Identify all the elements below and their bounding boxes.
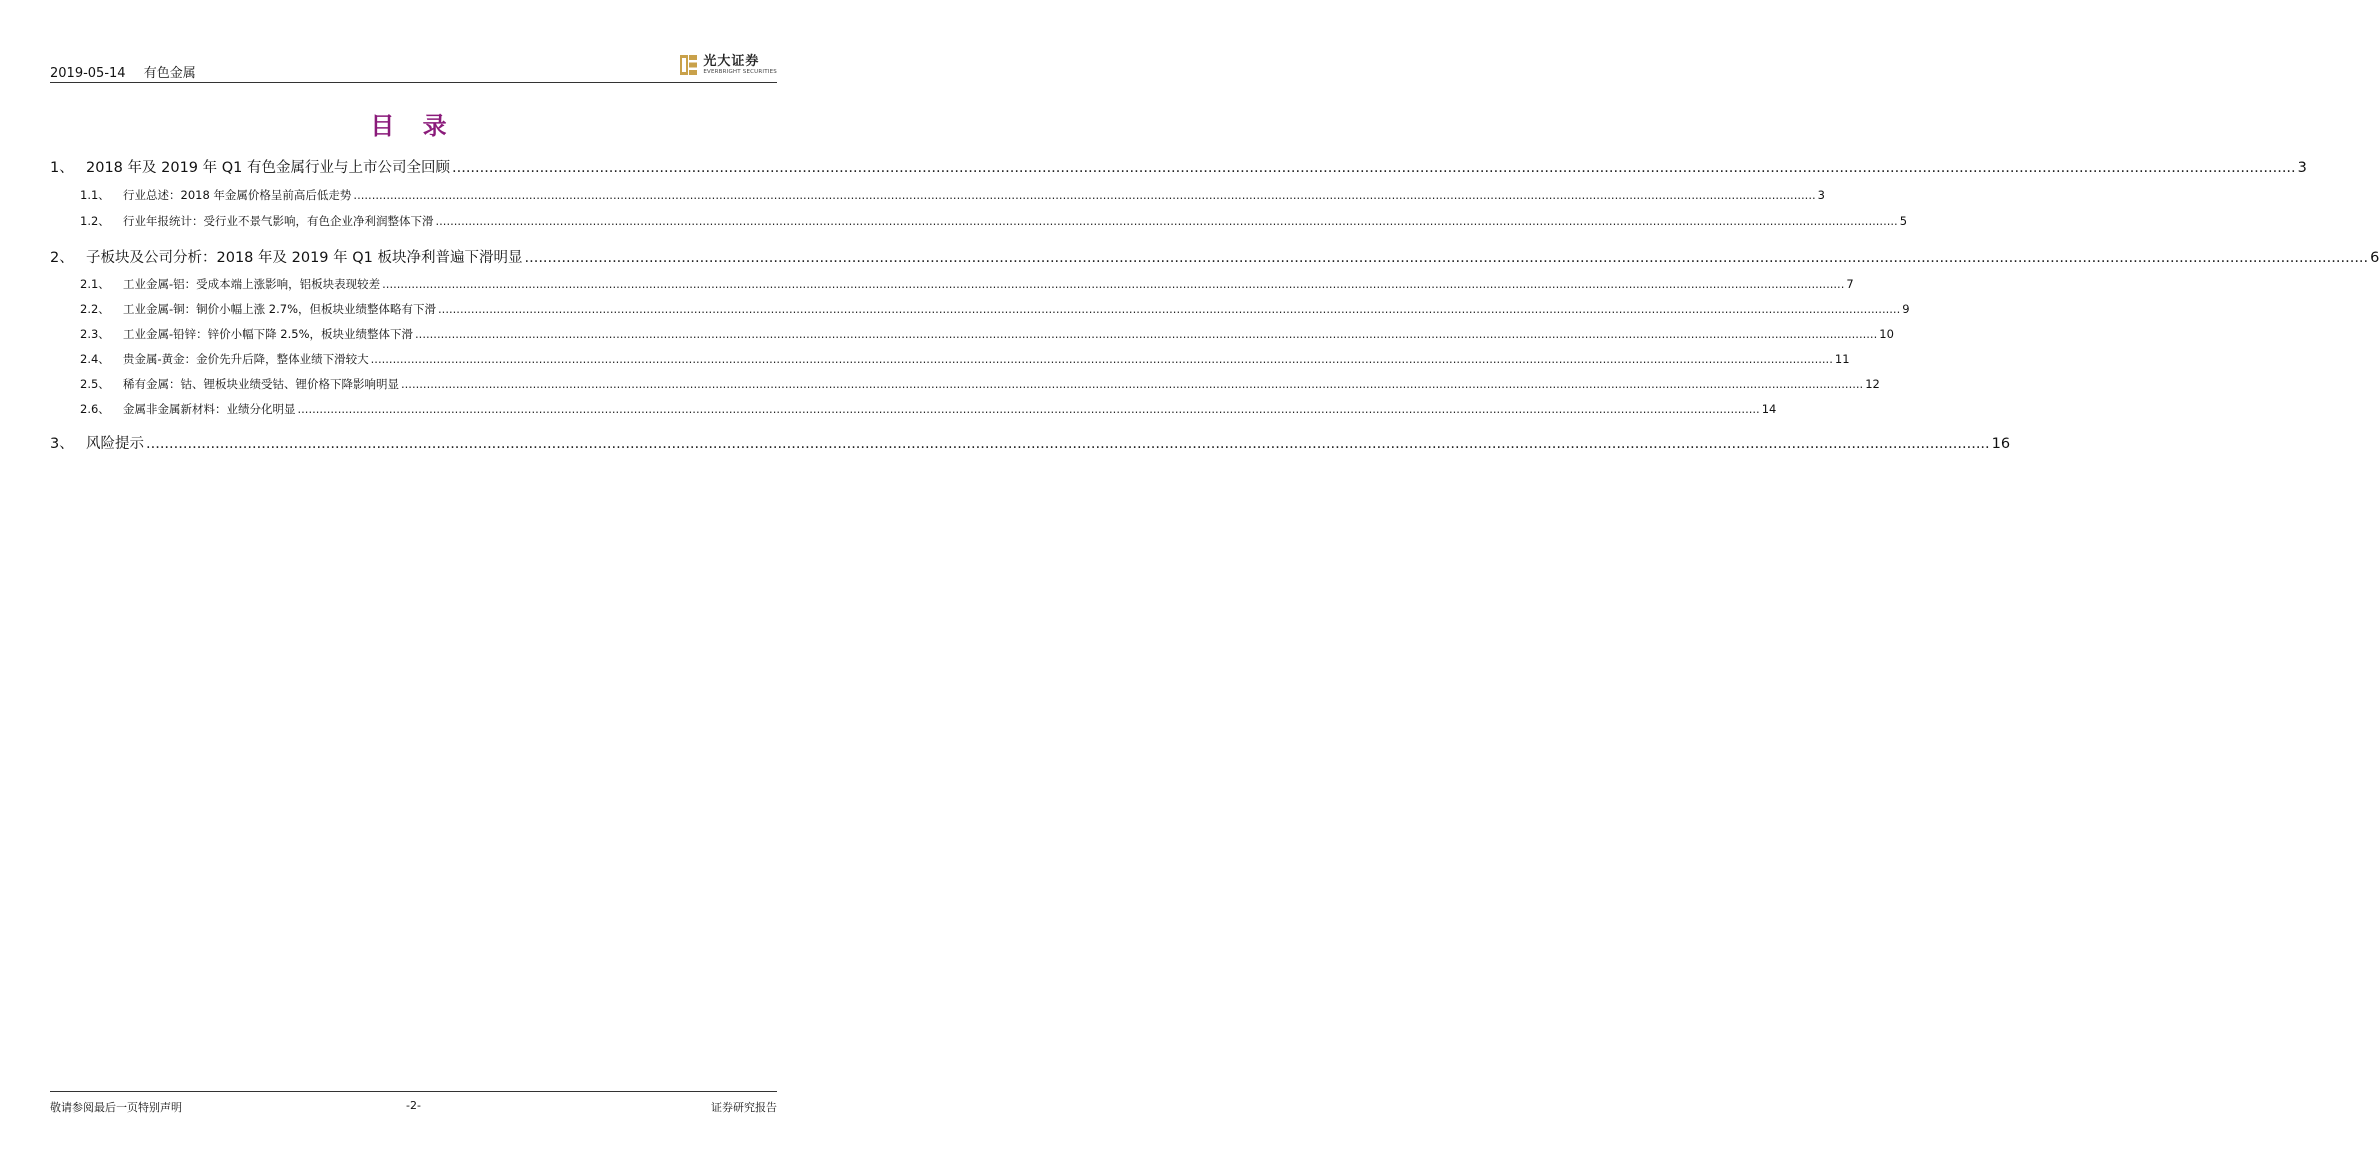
page-number: -2- [406, 1099, 421, 1112]
toc-entry-label: 工业金属-铜：铜价小幅上涨 2.7%，但板块业绩整体略有下滑 [123, 302, 437, 316]
toc-entry-2[interactable] [50, 246, 2379, 267]
toc-entry-number: 2.6、 [80, 402, 110, 416]
toc-entry-page: 16 [1991, 436, 2011, 452]
toc-title: 目 录 [370, 111, 457, 140]
toc-entry-page: 3 [2297, 160, 2307, 176]
toc-entry-number: 1.2、 [80, 214, 110, 228]
toc-leader-dots: ................................................................................................................................................................................................................................................................................................................................................................................................................ [415, 327, 1878, 341]
toc-entry-label: 行业总述：2018 年金属价格呈前高后低走势 [123, 188, 352, 202]
report-category: 有色金属 [143, 66, 196, 81]
toc-leader-dots: ................................................................................................................................................................................................................................................................................................................................................................................................................ [452, 160, 2296, 176]
toc-entry-page: 14 [1761, 402, 1777, 416]
toc-entry-page: 6 [2370, 250, 2379, 266]
company-logo [679, 50, 777, 80]
toc-entry-2-5[interactable] [50, 376, 1880, 392]
toc-entry-number: 2.1、 [80, 277, 110, 291]
toc-leader-dots: ................................................................................................................................................................................................................................................................................................................................................................................................................ [370, 352, 1833, 366]
header-info [50, 62, 196, 81]
toc-leader-dots: ................................................................................................................................................................................................................................................................................................................................................................................................................ [438, 302, 1901, 316]
toc-entry-label: 工业金属-铅锌：锌价小幅下降 2.5%，板块业绩整体下滑 [123, 327, 414, 341]
toc-entry-page: 3 [1817, 188, 1825, 202]
footer-report-type: 证券研究报告 [711, 1101, 777, 1114]
toc-entry-label: 2018 年及 2019 年 Q1 有色金属行业与上市公司全回顾 [86, 160, 450, 176]
report-date: 2019-05-14 [50, 66, 126, 81]
logo-chinese-name: 光大证券 [703, 53, 760, 69]
toc-leader-dots: ................................................................................................................................................................................................................................................................................................................................................................................................................ [401, 377, 1864, 391]
toc-leader-dots: ................................................................................................................................................................................................................................................................................................................................................................................................................ [297, 402, 1760, 416]
toc-entry-label: 风险提示 [86, 436, 144, 452]
toc-entry-1-1[interactable] [50, 187, 1825, 203]
toc-entry-page: 10 [1879, 327, 1894, 341]
page-footer [50, 1091, 777, 1114]
toc-entry-label: 工业金属-铝：受成本端上涨影响，铝板块表现较差 [123, 277, 381, 291]
toc-entry-number: 2.4、 [80, 352, 110, 366]
toc-leader-dots: ................................................................................................................................................................................................................................................................................................................................................................................................................ [353, 188, 1816, 202]
toc-entry-number: 2.2、 [80, 302, 110, 316]
toc-entry-label: 贵金属-黄金：金价先升后降，整体业绩下滑较大 [123, 352, 369, 366]
logo-english-name: EVERBRIGHT SECURITIES [703, 68, 777, 75]
toc-entry-2-3[interactable] [50, 326, 1894, 342]
toc-entry-2-2[interactable] [50, 301, 1910, 317]
everbright-logo-icon [679, 54, 699, 76]
toc-leader-dots: ................................................................................................................................................................................................................................................................................................................................................................................................................ [524, 250, 2369, 266]
toc-leader-dots: ................................................................................................................................................................................................................................................................................................................................................................................................................ [146, 436, 1990, 452]
toc-entry-page: 11 [1834, 352, 1850, 366]
toc-entry-page: 12 [1865, 377, 1880, 391]
toc-entry-number: 3、 [50, 436, 74, 452]
toc-entry-2-6[interactable] [50, 401, 1777, 417]
toc-entry-2-4[interactable] [50, 351, 1850, 367]
toc-entry-page: 9 [1902, 302, 1910, 316]
footer-disclaimer: 敬请参阅最后一页特别声明 [50, 1101, 182, 1114]
toc-entry-number: 2.3、 [80, 327, 110, 341]
toc-entry-label: 子板块及公司分析：2018 年及 2019 年 Q1 板块净利普遍下滑明显 [86, 250, 523, 266]
toc-leader-dots: ................................................................................................................................................................................................................................................................................................................................................................................................................ [435, 214, 1898, 228]
toc-entry-1-2[interactable] [50, 213, 1908, 229]
toc-leader-dots: ................................................................................................................................................................................................................................................................................................................................................................................................................ [382, 277, 1845, 291]
toc-entry-label: 金属非金属新材料：业绩分化明显 [123, 402, 296, 416]
toc-entry-number: 1、 [50, 160, 74, 176]
toc-entry-label: 稀有金属：钴、锂板块业绩受钴、锂价格下降影响明显 [123, 377, 399, 391]
toc-entry-label: 行业年报统计：受行业不景气影响，有色企业净利润整体下滑 [123, 214, 434, 228]
toc-entry-1[interactable] [50, 156, 2307, 177]
page-header [50, 53, 777, 83]
toc-entry-3[interactable] [50, 432, 2011, 453]
toc-entry-2-1[interactable] [50, 276, 1854, 292]
toc-entry-page: 7 [1846, 277, 1854, 291]
toc-entry-number: 2.5、 [80, 377, 110, 391]
toc-entry-number: 2、 [50, 250, 74, 266]
toc-entry-number: 1.1、 [80, 188, 110, 202]
toc-entry-page: 5 [1899, 214, 1908, 228]
